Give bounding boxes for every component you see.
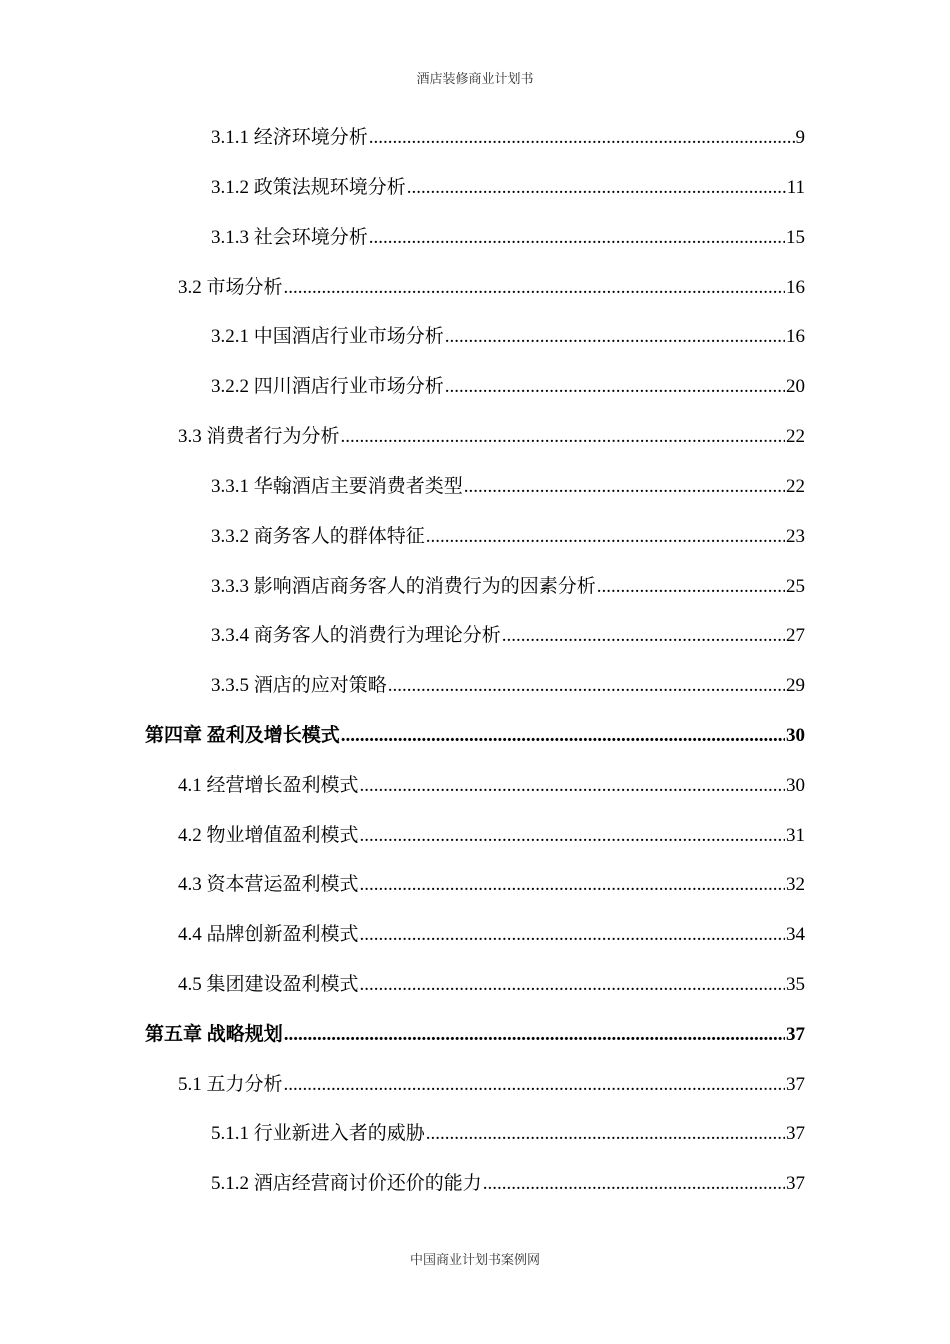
toc-entry[interactable] [178,820,805,850]
leader-dots [388,675,785,697]
toc-entry-page: 30 [786,725,805,746]
toc-entry-page: 22 [786,476,805,497]
toc-entry-label: 3.2 市场分析 [178,277,283,298]
toc-entry-label: 第五章 战略规划 [145,1024,283,1045]
toc-entry-page: 22 [786,426,805,447]
toc-entry-label: 4.3 资本营运盈利模式 [178,874,359,895]
leader-dots [360,775,785,797]
toc-entry-page: 30 [786,775,805,796]
leader-dots [360,924,785,946]
leader-dots [284,1074,785,1096]
toc-entry[interactable] [211,172,805,202]
toc-entry[interactable] [211,222,805,252]
toc-entry[interactable] [178,421,805,451]
toc-entry-label: 3.2.2 四川酒店行业市场分析 [211,376,444,397]
toc-entry-page: 16 [786,277,805,298]
toc-entry[interactable] [211,321,805,351]
toc-entry[interactable] [178,770,805,800]
page-footer: 中国商业计划书案例网 [409,1252,540,1267]
page-header: 酒店装修商业计划书 [416,71,534,86]
leader-dots [360,874,785,896]
toc-entry-label: 3.1.1 经济环境分析 [211,127,368,148]
leader-dots [502,625,785,647]
leader-dots [360,825,785,847]
leader-dots [407,177,786,199]
toc-entry-label: 5.1.1 行业新进入者的威胁 [211,1123,425,1144]
leader-dots [284,1024,785,1046]
leader-dots [341,426,785,448]
toc-entry[interactable] [178,869,805,899]
leader-dots [284,277,785,299]
toc-entry[interactable] [178,919,805,949]
toc-entry[interactable] [211,620,805,650]
toc-entry-page: 27 [786,625,805,646]
toc-chapter-entry[interactable] [145,1019,805,1049]
toc-entry[interactable] [211,471,805,501]
leader-dots [360,974,785,996]
toc-entry-page: 31 [786,825,805,846]
toc-entry-page: 32 [786,874,805,895]
toc-entry-page: 37 [786,1024,805,1045]
leader-dots [445,326,785,348]
toc-entry-label: 第四章 盈利及增长模式 [145,725,340,746]
toc-entry-page: 15 [786,227,805,248]
toc-entry-page: 37 [786,1123,805,1144]
toc-entry[interactable] [178,272,805,302]
toc-entry[interactable] [178,969,805,999]
leader-dots [445,376,785,398]
toc-entry-label: 3.3 消费者行为分析 [178,426,340,447]
toc-entry-page: 16 [786,326,805,347]
toc-entry-page: 20 [786,376,805,397]
toc-entry-page: 29 [786,675,805,696]
toc-entry-label: 3.3.4 商务客人的消费行为理论分析 [211,625,501,646]
toc-entry-page: 34 [786,924,805,945]
toc-entry-label: 4.4 品牌创新盈利模式 [178,924,359,945]
toc-entry-page: 11 [786,177,805,198]
toc-entry-label: 3.1.2 政策法规环境分析 [211,177,406,198]
leader-dots [597,576,785,598]
leader-dots [426,1123,785,1145]
leader-dots [483,1173,785,1195]
toc-entry[interactable] [211,670,805,700]
toc-entry[interactable] [211,1118,805,1148]
leader-dots [369,127,795,149]
toc-entry[interactable] [178,1069,805,1099]
toc-entry-page: 9 [795,127,805,148]
toc-entry-label: 3.3.3 影响酒店商务客人的消费行为的因素分析 [211,576,596,597]
toc-chapter-entry[interactable] [145,720,805,750]
toc-entry[interactable] [211,122,805,152]
toc-entry[interactable] [211,521,805,551]
toc-entry-page: 37 [786,1173,805,1194]
toc-entry-page: 37 [786,1074,805,1095]
leader-dots [369,227,785,249]
toc-entry-label: 4.2 物业增值盈利模式 [178,825,359,846]
toc-entry-label: 3.3.2 商务客人的群体特征 [211,526,425,547]
toc-entry[interactable] [211,371,805,401]
toc-entry[interactable] [211,1168,805,1198]
toc-entry-label: 3.1.3 社会环境分析 [211,227,368,248]
toc-entry-page: 35 [786,974,805,995]
toc-entry-page: 23 [786,526,805,547]
toc-entry-label: 4.5 集团建设盈利模式 [178,974,359,995]
leader-dots [464,476,785,498]
toc-entry-label: 5.1 五力分析 [178,1074,283,1095]
toc-entry-label: 5.1.2 酒店经营商讨价还价的能力 [211,1173,482,1194]
toc-entry-label: 3.2.1 中国酒店行业市场分析 [211,326,444,347]
toc-entry[interactable] [211,571,805,601]
leader-dots [341,725,785,747]
toc-entry-label: 4.1 经营增长盈利模式 [178,775,359,796]
toc-entry-label: 3.3.1 华翰酒店主要消费者类型 [211,476,463,497]
toc-entry-page: 25 [786,576,805,597]
toc-entry-label: 3.3.5 酒店的应对策略 [211,675,387,696]
leader-dots [426,526,785,548]
